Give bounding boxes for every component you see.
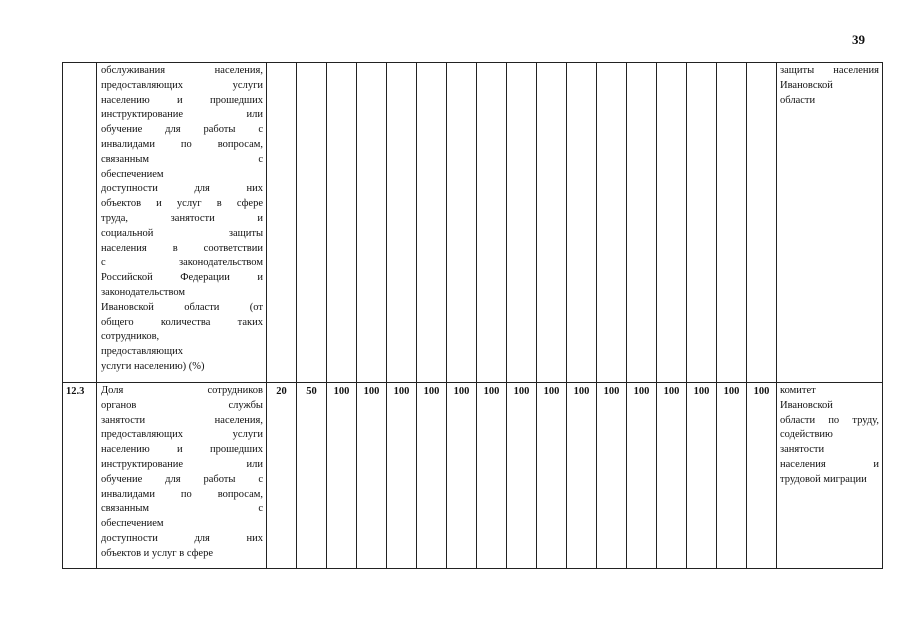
indicator-name-line: инструктирование или [101, 109, 263, 121]
indicator-name-line: обслуживания населения, [101, 65, 263, 76]
value-cell: 100 [597, 383, 627, 569]
value-cell: 50 [297, 383, 327, 569]
indicator-name-line: с законодательством [101, 257, 263, 269]
value-cell [477, 63, 507, 383]
value-cell: 100 [687, 383, 717, 569]
value-cell: 100 [327, 383, 357, 569]
indicator-name-line: обеспечением [101, 518, 164, 530]
indicator-name-line: населению и прошедших [101, 444, 263, 456]
indicator-name-line: предоставляющих [101, 346, 183, 358]
indicator-name-line: инвалидами по вопросам, [101, 488, 263, 500]
indicator-name-line: инвалидами по вопросам, [101, 138, 263, 150]
value-cell [387, 63, 417, 383]
indicator-name-line: услуги населению) (%) [101, 360, 205, 372]
value-cell: 100 [657, 383, 687, 569]
value-cell [357, 63, 387, 383]
indicator-name-line: населения в соответствии [101, 242, 263, 254]
indicator-name-line: Доля сотрудников [101, 385, 263, 396]
value-cell [627, 63, 657, 383]
value-cell [447, 63, 477, 383]
indicator-name [97, 383, 267, 569]
table-row [63, 63, 883, 383]
indicator-name-line: общего количества таких [101, 316, 263, 328]
indicator-name-line: доступности для них [101, 183, 263, 195]
value-cell: 100 [387, 383, 417, 569]
value-cell: 100 [567, 383, 597, 569]
indicator-name-line: предоставляющих услуги [101, 429, 263, 441]
executor-line: области по труду, [780, 414, 879, 426]
value-cell: 100 [507, 383, 537, 569]
value-cell: 100 [417, 383, 447, 569]
value-cell: 100 [627, 383, 657, 569]
value-cell: 100 [537, 383, 567, 569]
indicator-name-line: социальной защиты [101, 227, 263, 239]
indicator-name-line: обучение для работы с [101, 124, 263, 136]
indicator-name-line: связанным с [101, 153, 263, 165]
indicator-name-line: доступности для них [101, 532, 263, 544]
value-cell [537, 63, 567, 383]
value-cell: 100 [747, 383, 777, 569]
indicator-name-line: населению и прошедших [101, 94, 263, 106]
value-cell [267, 63, 297, 383]
value-cell [297, 63, 327, 383]
indicator-name-line: обеспечением [101, 168, 164, 180]
indicator-name-line: инструктирование или [101, 458, 263, 470]
page-number: 39 [852, 32, 865, 47]
indicator-name-line: сотрудников, [101, 331, 160, 343]
value-cell [417, 63, 447, 383]
indicator-name-line: труда, занятости и [101, 212, 263, 224]
indicator-name-line: Ивановской области (от [101, 301, 263, 313]
value-cell [507, 63, 537, 383]
executor-line: содействию [780, 429, 833, 441]
indicators-table [62, 62, 883, 569]
value-cell: 20 [267, 383, 297, 569]
indicator-name-line: предоставляющих услуги [101, 79, 263, 91]
executor-line: населения и [780, 458, 879, 470]
value-cell [597, 63, 627, 383]
value-cell: 100 [477, 383, 507, 569]
indicator-name-line: органов службы [101, 399, 263, 411]
value-cell [567, 63, 597, 383]
row-number [63, 63, 97, 383]
value-cell [747, 63, 777, 383]
executor-line: защиты населения [780, 65, 879, 76]
value-cell: 100 [717, 383, 747, 569]
executor [777, 383, 883, 569]
indicator-name-line: Российской Федерации и [101, 272, 263, 284]
value-cell [327, 63, 357, 383]
indicator-name-line: объектов и услуг в сфере [101, 198, 263, 210]
executor-line: области [780, 94, 816, 106]
indicator-name-line: объектов и услуг в сфере [101, 547, 213, 559]
table-row [63, 383, 883, 569]
executor-line: Ивановской [780, 79, 833, 91]
indicator-name-line: связанным с [101, 503, 263, 515]
indicator-name-line: обучение для работы с [101, 473, 263, 485]
executor-line: трудовой миграции [780, 473, 867, 485]
executor [777, 63, 883, 383]
value-cell: 100 [357, 383, 387, 569]
indicator-name-line: занятости населения, [101, 414, 263, 426]
executor-line: занятости [780, 444, 825, 456]
value-cell [657, 63, 687, 383]
row-number: 12.3 [63, 383, 97, 569]
executor-line: комитет [780, 385, 816, 396]
value-cell [687, 63, 717, 383]
executor-line: Ивановской [780, 399, 833, 411]
indicator-name [97, 63, 267, 383]
value-cell [717, 63, 747, 383]
value-cell: 100 [447, 383, 477, 569]
indicator-name-line: законодательством [101, 286, 186, 298]
